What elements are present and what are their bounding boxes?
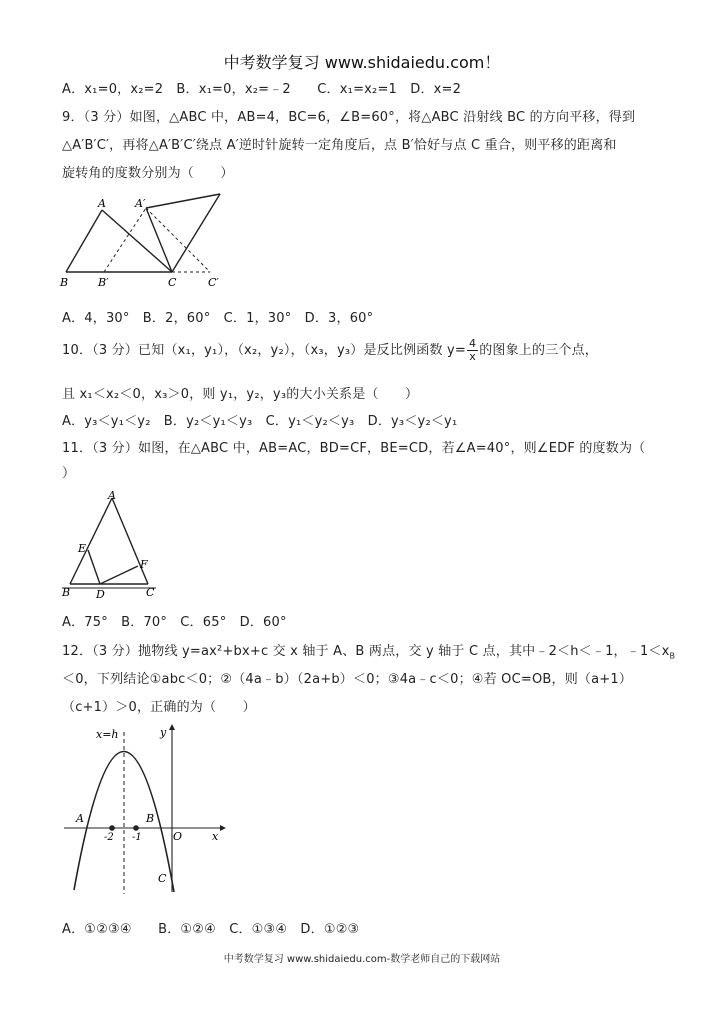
page-footer: 中考数学复习 www.shidaiedu.com-数学老师自己的下载网站 xyxy=(223,954,501,965)
q12-label-c: C xyxy=(158,872,167,885)
q11-seg-df xyxy=(100,566,138,584)
q9-figure xyxy=(58,190,258,290)
q9-line1: 9．（3 分）如图，△ABC 中，AB=4，BC=6，∠B=60°，将△ABC 沿射线 BC 的方向平移，得到 xyxy=(62,110,636,125)
q10-line2: 且 x₁＜x₂＜0，x₃＞0，则 y₁，y₂，y₃的大小关系是（ ） xyxy=(62,387,419,402)
q12-label-x: x xyxy=(212,830,219,843)
q11-label-e: E xyxy=(78,542,87,555)
q9-label-c2: C′ xyxy=(208,276,219,289)
q9-seg-a2-top xyxy=(146,194,220,208)
q12-line2: ＜0，下列结论①abc＜0；②（4a﹣b）（2a+b）＜0；③4a﹣c＜0；④若 OC=OB，则（a+1） xyxy=(62,672,633,687)
q10-frac-num: 4 xyxy=(469,337,477,350)
q11-label-d: D xyxy=(96,588,105,601)
q9-label-c: C xyxy=(168,276,177,289)
q11-line1: 11．（3 分）如图，在△ABC 中，AB=AC，BD=CF，BE=CD，若∠A=40°，则∠EDF 的度数为（ xyxy=(62,441,646,456)
q9-line3: 旋转角的度数分别为（ ） xyxy=(62,166,234,181)
q11-label-b: B xyxy=(62,586,71,599)
q12-label-xh: x=h xyxy=(96,728,119,741)
q12-label-y: y xyxy=(160,726,167,739)
q9-label-b: B xyxy=(60,276,69,289)
q11-label-f: F xyxy=(140,558,148,571)
q9-options: A．4，30° B．2，60° C．1，30° D．3，60° xyxy=(62,311,374,326)
q11-figure xyxy=(58,488,168,603)
q8-options: A．x₁=0，x₂=2 B．x₁=0，x₂=﹣2 C．x₁=x₂=1 D．x=2 xyxy=(62,82,462,97)
q9-label-b2: B′ xyxy=(98,276,109,289)
q9-seg-rot-right xyxy=(172,194,220,272)
q12-label-m1: -1 xyxy=(132,832,142,843)
q10-options: A．y₃＜y₁＜y₂ B．y₂＜y₁＜y₃ C．y₁＜y₂＜y₃ D．y₃＜y₂＜y₁ xyxy=(62,414,458,429)
q12-label-m2: -2 xyxy=(104,832,114,843)
q12-point-m1 xyxy=(133,825,139,831)
q12-label-o: O xyxy=(173,830,183,843)
q12-y-arrow xyxy=(169,724,175,730)
q12-options: A．①②③④ B．①②④ C．①③④ D．①②③ xyxy=(62,922,360,937)
q12-line1-sub: B xyxy=(669,651,676,661)
q9-seg-ab xyxy=(66,210,102,272)
q12-figure xyxy=(62,722,232,897)
q12-label-b: B xyxy=(146,812,155,825)
page-header: 中考数学复习 www.shidaiedu.com！ xyxy=(223,53,501,72)
q9-label-a2: A′ xyxy=(135,197,146,210)
q12-parabola xyxy=(74,751,174,892)
q11-seg-ed xyxy=(88,550,100,584)
q11-seg-ab xyxy=(70,498,112,584)
q12-point-m2 xyxy=(109,825,115,831)
q10-line1 xyxy=(62,338,598,363)
q12-label-a: A xyxy=(76,812,84,825)
q10-frac-den: x xyxy=(469,350,476,363)
q9-seg-a2c xyxy=(146,208,172,272)
q12-line1-text: 12．（3 分）抛物线 y=ax²+bx+c 交 x 轴于 A、B 两点，交 y 轴于 C 点，其中﹣2＜h＜﹣1，﹣1＜x xyxy=(62,644,670,659)
q11-line2: ） xyxy=(62,466,76,481)
q10-line1-post: 的图象上的三个点， xyxy=(479,343,599,358)
q12-x-arrow xyxy=(220,825,226,831)
q10-fraction xyxy=(467,338,478,363)
q11-label-a: A xyxy=(108,489,116,502)
q10-line1-pre: 10．（3 分）已知（x₁，y₁），（x₂，y₂），（x₃，y₃）是反比例函数 y= xyxy=(62,343,466,358)
q11-label-c: C xyxy=(146,586,155,599)
q9-line2: △A′B′C′，再将△A′B′C′绕点 A′逆时针旋转一定角度后，点 B′恰好与点 C 重合，则平移的距离和 xyxy=(62,138,617,153)
q9-seg-ac xyxy=(102,210,172,272)
q11-options: A．75° B．70° C．65° D．60° xyxy=(62,615,287,630)
q12-line1 xyxy=(62,640,675,661)
q12-line3: （c+1）＞0，正确的为（ ） xyxy=(62,700,256,715)
q11-seg-ac xyxy=(112,498,148,584)
q9-label-a: A xyxy=(98,197,106,210)
